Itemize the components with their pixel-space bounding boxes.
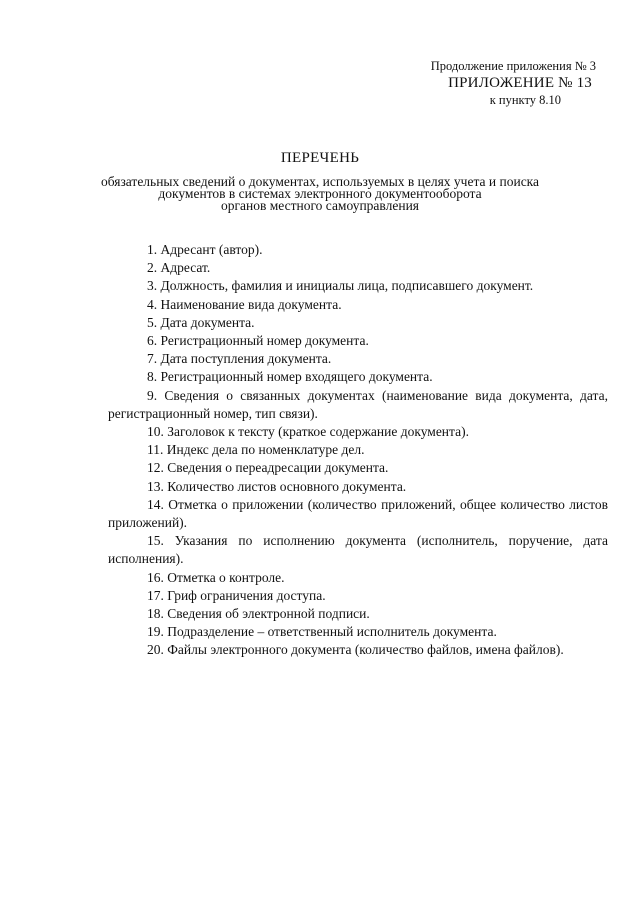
list-item: 1. Адресант (автор). xyxy=(147,242,263,257)
document-title: ПЕРЕЧЕНЬ xyxy=(280,150,360,166)
list-item: 17. Гриф ограничения доступа. xyxy=(147,587,326,603)
list-item: 9. Сведения о связанных документах (наименование вида документа, дата, регистрационный номер, тип связи). xyxy=(108,387,608,421)
list-item: 20. Файлы электронного документа (количество файлов, имена файлов). xyxy=(147,642,564,658)
list-item: 10. Заголовок к тексту (краткое содержание документа). xyxy=(147,424,469,440)
list-item: 14. Отметка о приложении (количество приложений, общее количество листов приложений). xyxy=(108,496,608,531)
appendix-heading: ПРИЛОЖЕНИЕ № 13 xyxy=(448,75,592,91)
appendix-continuation-note: Продолжение приложения № 3 xyxy=(430,59,596,73)
subtitle-line: органов местного самоуправления xyxy=(220,198,420,213)
list-item: 19. Подразделение – ответственный исполнитель документа. xyxy=(147,624,497,640)
required-fields-list xyxy=(108,241,608,660)
list-item: 2. Адресат. xyxy=(147,260,211,276)
list-item: 6. Регистрационный номер документа. xyxy=(147,333,369,349)
list-item: 5. Дата документа. xyxy=(147,314,255,330)
list-item: 4. Наименование вида документа. xyxy=(147,296,342,312)
list-item: 15. Указания по исполнению документа (исполнитель, поручение, дата исполнения). xyxy=(108,533,608,567)
list-item: 18. Сведения об электронной подписи. xyxy=(147,606,370,622)
list-item: 12. Сведения о переадресации документа. xyxy=(147,460,389,476)
list-item: 16. Отметка о контроле. xyxy=(147,569,285,585)
subtitle-line: документов в системах электронного документооборота xyxy=(158,186,482,201)
appendix-item-reference: к пункту 8.10 xyxy=(489,93,561,107)
list-item: 13. Количество листов основного документа. xyxy=(147,478,407,494)
list-item: 8. Регистрационный номер входящего документа. xyxy=(147,369,433,385)
list-item: 3. Должность, фамилия и инициалы лица, подписавшего документ. xyxy=(147,278,534,294)
list-item: 11. Индекс дела по номенклатуре дел. xyxy=(147,442,365,458)
subtitle-line: обязательных сведений о документах, используемых в целях учета и поиска xyxy=(100,174,540,189)
list-item: 7. Дата поступления документа. xyxy=(147,351,332,367)
document-subtitle xyxy=(0,176,640,212)
